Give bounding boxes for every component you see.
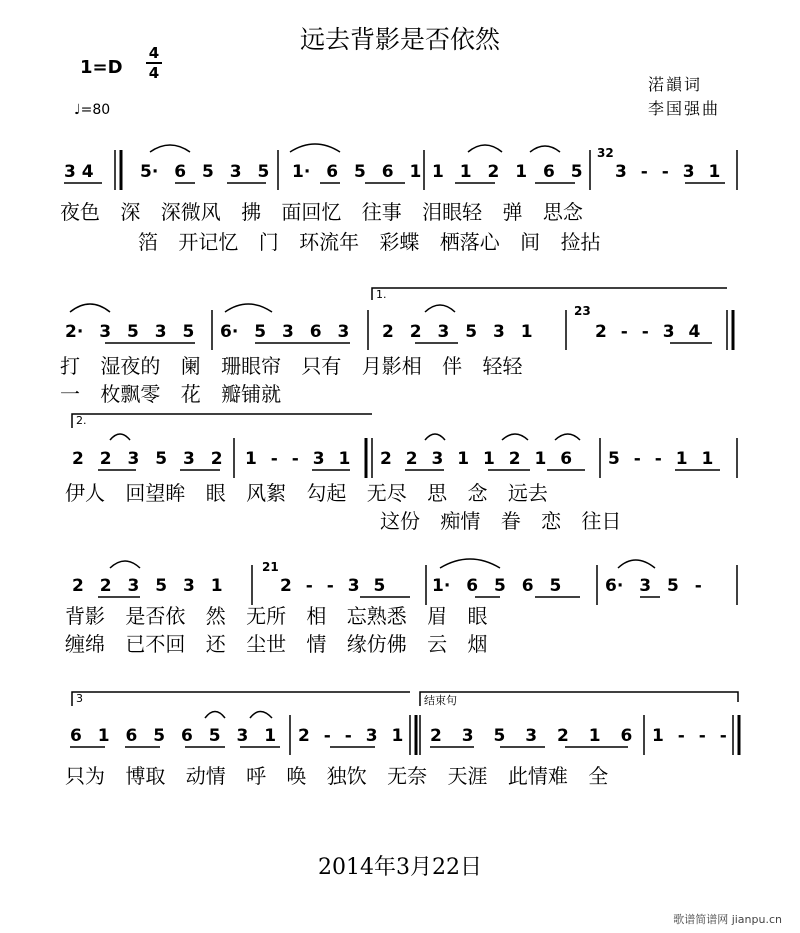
note-group: 2 2 3 5 3 2 bbox=[72, 449, 223, 469]
note-group: 2 - - 3 1 bbox=[298, 726, 404, 746]
note-group: 1 1 2 1 6 5 bbox=[432, 162, 583, 182]
slur bbox=[530, 146, 560, 152]
note-group: 2 2 3 5 3 1 bbox=[72, 576, 223, 596]
slur bbox=[502, 434, 528, 440]
slur bbox=[440, 559, 500, 568]
note-group: 5 - - 1 1 bbox=[608, 449, 714, 469]
volta-bracket bbox=[72, 692, 410, 706]
note-group: 6 1 6 5 6 5 3 1 bbox=[70, 726, 277, 746]
date: 2014年3月22日 bbox=[318, 855, 482, 880]
note-group: 6· 5 3 6 3 bbox=[220, 322, 350, 342]
note-group: 3 4 bbox=[64, 162, 94, 182]
slur bbox=[70, 304, 110, 312]
note-group: 6· 3 5 - bbox=[605, 576, 702, 596]
grace-note: 21 bbox=[262, 560, 279, 574]
note-group: 2 2 3 5 3 1 bbox=[382, 322, 533, 342]
lyric-line-2: 这份 痴情 眷 恋 往日 bbox=[380, 509, 622, 533]
slur bbox=[290, 144, 340, 152]
lyric-line-1: 只为 博取 动情 呼 唤 独饮 无奈 天涯 此情难 全 bbox=[65, 764, 609, 788]
volta-bracket bbox=[72, 414, 372, 428]
note-group: 1· 6 5 6 1 bbox=[292, 162, 422, 182]
slur bbox=[618, 560, 655, 568]
slur bbox=[250, 712, 272, 719]
volta-label: 结束句 bbox=[424, 694, 457, 707]
note-group: 2· 3 5 3 5 bbox=[65, 322, 195, 342]
slur bbox=[205, 712, 225, 719]
time-signature-top: 4 bbox=[146, 44, 162, 64]
note-group: 2 - - 3 5 bbox=[280, 576, 386, 596]
lyric-line-2: 箔 开记忆 门 环流年 彩蝶 栖落心 间 捡拈 bbox=[138, 230, 601, 254]
note-group: 5· 6 5 3 5 bbox=[140, 162, 270, 182]
slur bbox=[425, 434, 445, 440]
volta-label: 3 bbox=[76, 692, 83, 705]
lyric-line-2: 一 枚飘零 花 瓣铺就 bbox=[60, 382, 282, 406]
volta-bracket bbox=[420, 692, 738, 706]
grace-note: 32 bbox=[597, 146, 614, 160]
song-title: 远去背影是否依然 bbox=[299, 25, 500, 54]
volta-label: 2. bbox=[76, 414, 87, 427]
volta-label: 1. bbox=[376, 288, 387, 301]
slur bbox=[425, 305, 455, 312]
lyric-line-1: 夜色 深 深微风 拂 面回忆 往事 泪眼轻 弹 思念 bbox=[60, 200, 583, 224]
watermark: 歌谱简谱网 jianpu.cn bbox=[673, 913, 782, 926]
time-signature-bottom: 4 bbox=[148, 64, 160, 82]
lyric-line-1: 伊人 回望眸 眼 风絮 勾起 无尽 思 念 远去 bbox=[65, 481, 548, 505]
lyric-line-1: 打 湿夜的 阑 珊眼帘 只有 月影相 伴 轻轻 bbox=[60, 354, 523, 378]
slur bbox=[555, 434, 580, 440]
slur bbox=[150, 145, 190, 152]
note-group: 2 2 3 1 1 2 1 6 bbox=[380, 449, 573, 469]
composer-credit: 李国强曲 bbox=[648, 99, 721, 118]
lyricist-credit: 渃韻词 bbox=[648, 75, 703, 94]
volta-bracket bbox=[372, 288, 727, 300]
note-group: 1 - - 3 1 bbox=[245, 449, 351, 469]
note-group: 1· 6 5 6 5 bbox=[432, 576, 562, 596]
grace-note: 23 bbox=[574, 304, 591, 318]
tempo-marking: ♩=80 bbox=[74, 102, 111, 118]
note-group: 3 - - 3 1 bbox=[615, 162, 721, 182]
lyric-line-2: 缠绵 已不回 还 尘世 情 缘仿佛 云 烟 bbox=[65, 632, 488, 656]
lyric-line-1: 背影 是否依 然 无所 相 忘熟悉 眉 眼 bbox=[65, 604, 488, 628]
slur bbox=[110, 434, 130, 440]
note-group: 2 - - 3 4 bbox=[595, 322, 701, 342]
slur bbox=[225, 304, 272, 312]
note-group: 2 3 5 3 2 1 6 bbox=[430, 726, 633, 746]
key-signature: 1=D bbox=[80, 57, 123, 78]
note-group: 1 - - - bbox=[652, 726, 727, 746]
slur bbox=[468, 145, 502, 152]
slur bbox=[110, 561, 140, 568]
